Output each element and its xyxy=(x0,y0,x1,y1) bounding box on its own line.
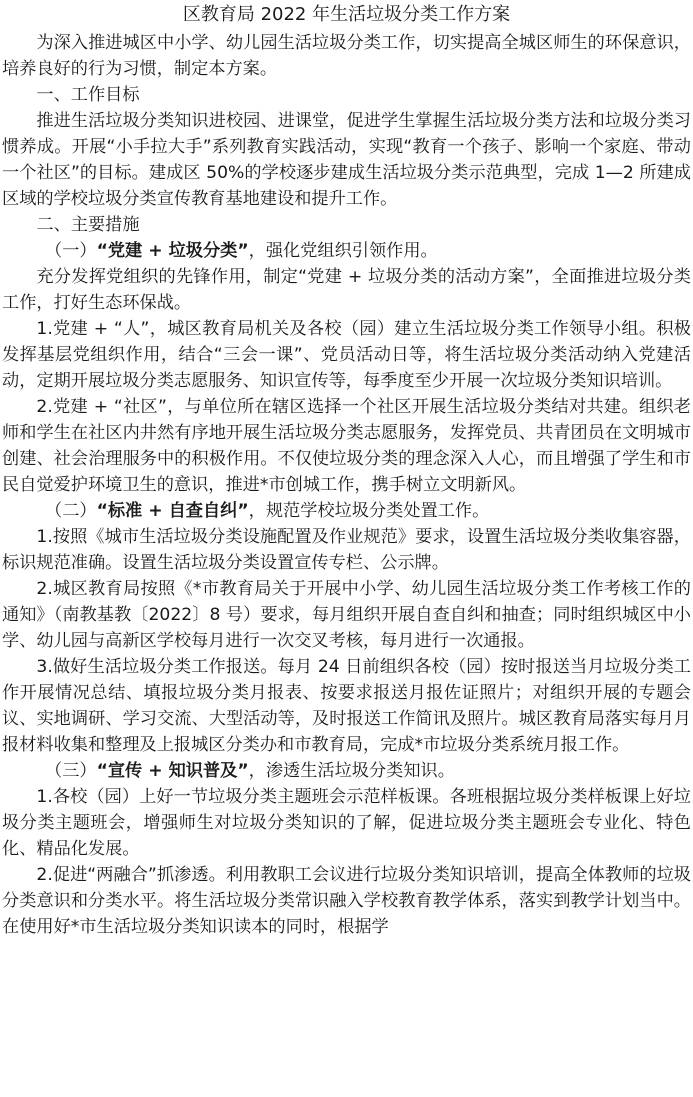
section-2-heading: 二、主要措施 xyxy=(36,215,140,235)
section-1-heading: 一、工作目标 xyxy=(36,85,140,105)
subsection-3-item-1: 1.各校（园）上好一节垃圾分类主题班会示范样板课。各班根据垃圾分类样板课上好垃圾分类主题班会，增强师生对垃圾分类知识的了解，促进垃圾分类主题班会专业化、特色化、精品化发展。 xyxy=(2,787,691,859)
subsection-1-item-1: 1.党建 + “人”，城区教育局机关及各校（园）建立生活垃圾分类工作领导小组。积极发挥基层党组织作用，结合“三会一课”、党员活动日等，将生活垃圾分类活动纳入党建活动，定期开展垃圾分类志愿服务、知识宣传等，每季度至少开展一次垃圾分类知识培训。 xyxy=(2,319,691,391)
subsection-3-item-2: 2.促进“两融合”抓渗透。利用教职工会议进行垃圾分类知识培训，提高全体教师的垃圾分类意识和分类水平。将生活垃圾分类常识融入学校教育教学体系，落实到教学计划当中。在使用好*市生活垃圾分类知识读本的同时，根据学 xyxy=(2,865,691,937)
subsection-2-prefix: （二） xyxy=(45,501,97,521)
subsection-3-rest: ，渗透生活垃圾分类知识。 xyxy=(248,761,455,781)
intro-paragraph: 为深入推进城区中小学、幼儿园生活垃圾分类工作，切实提高全城区师生的环保意识，培养良好的行为习惯，制定本方案。 xyxy=(2,33,691,79)
subsection-2-item-3: 3.做好生活垃圾分类工作报送。每月 24 日前组织各校（园）按时报送当月垃圾分类工作开展情况总结、填报垃圾分类月报表、按要求报送月报佐证照片；对组织开展的专题会议、实地调研、学习交流、大型活动等，及时报送工作简讯及照片。城区教育局落实每月月报材料收集和整理及上报城区分类办和市教育局，完成*市垃圾分类系统月报工作。 xyxy=(2,657,691,755)
subsection-2-rest: ，规范学校垃圾分类处置工作。 xyxy=(248,501,490,521)
subsection-1-bold: “党建 + 垃圾分类” xyxy=(96,241,249,261)
subsection-1-prefix: （一） xyxy=(45,241,97,261)
document-title: 区教育局 2022 年生活垃圾分类工作方案 xyxy=(182,4,511,25)
subsection-2-heading xyxy=(2,498,691,524)
subsection-2-bold: “标准 + 自查自纠” xyxy=(96,501,249,521)
subsection-2-item-2: 2.城区教育局按照《*市教育局关于开展中小学、幼儿园生活垃圾分类工作考核工作的通知》（南教基教〔2022〕8 号）要求，每月组织开展自查自纠和抽查；同时组织城区中小学、幼儿园与高新区学校每月进行一次交叉考核，每月进行一次通报。 xyxy=(2,579,691,651)
subsection-1-item-2: 2.党建 + “社区”，与单位所在辖区选择一个社区开展生活垃圾分类结对共建。组织老师和学生在社区内井然有序地开展生活垃圾分类志愿服务，发挥党员、共青团员在文明城市创建、社会治理服务中的积极作用。不仅使垃圾分类的理念深入人心，而且增强了学生和市民自觉爱护环境卫生的意识，推进*市创城工作，携手树立文明新风。 xyxy=(2,397,691,495)
section-1-body: 推进生活垃圾分类知识进校园、进课堂，促进学生掌握生活垃圾分类方法和垃圾分类习惯养成。开展“小手拉大手”系列教育实践活动，实现“教育一个孩子、影响一个家庭、带动一个社区”的目标。建成区 50%的学校逐步建成生活垃圾分类示范典型，完成 1—2 所建成区域的学校垃圾分类宣传教育基地建设和提升工作。 xyxy=(2,111,691,209)
subsection-3-prefix: （三） xyxy=(45,761,97,781)
subsection-1-rest: ，强化党组织引领作用。 xyxy=(248,241,438,261)
subsection-3-heading xyxy=(2,758,691,784)
subsection-3-bold: “宣传 + 知识普及” xyxy=(96,761,249,781)
subsection-1-body: 充分发挥党组织的先锋作用，制定“党建 + 垃圾分类的活动方案”，全面推进垃圾分类工作，打好生态环保战。 xyxy=(2,267,691,313)
subsection-2-item-1: 1.按照《城市生活垃圾分类设施配置及作业规范》要求，设置生活垃圾分类收集容器，标识规范准确。设置生活垃圾分类设置宣传专栏、公示牌。 xyxy=(2,527,691,573)
subsection-1-heading xyxy=(2,238,691,264)
